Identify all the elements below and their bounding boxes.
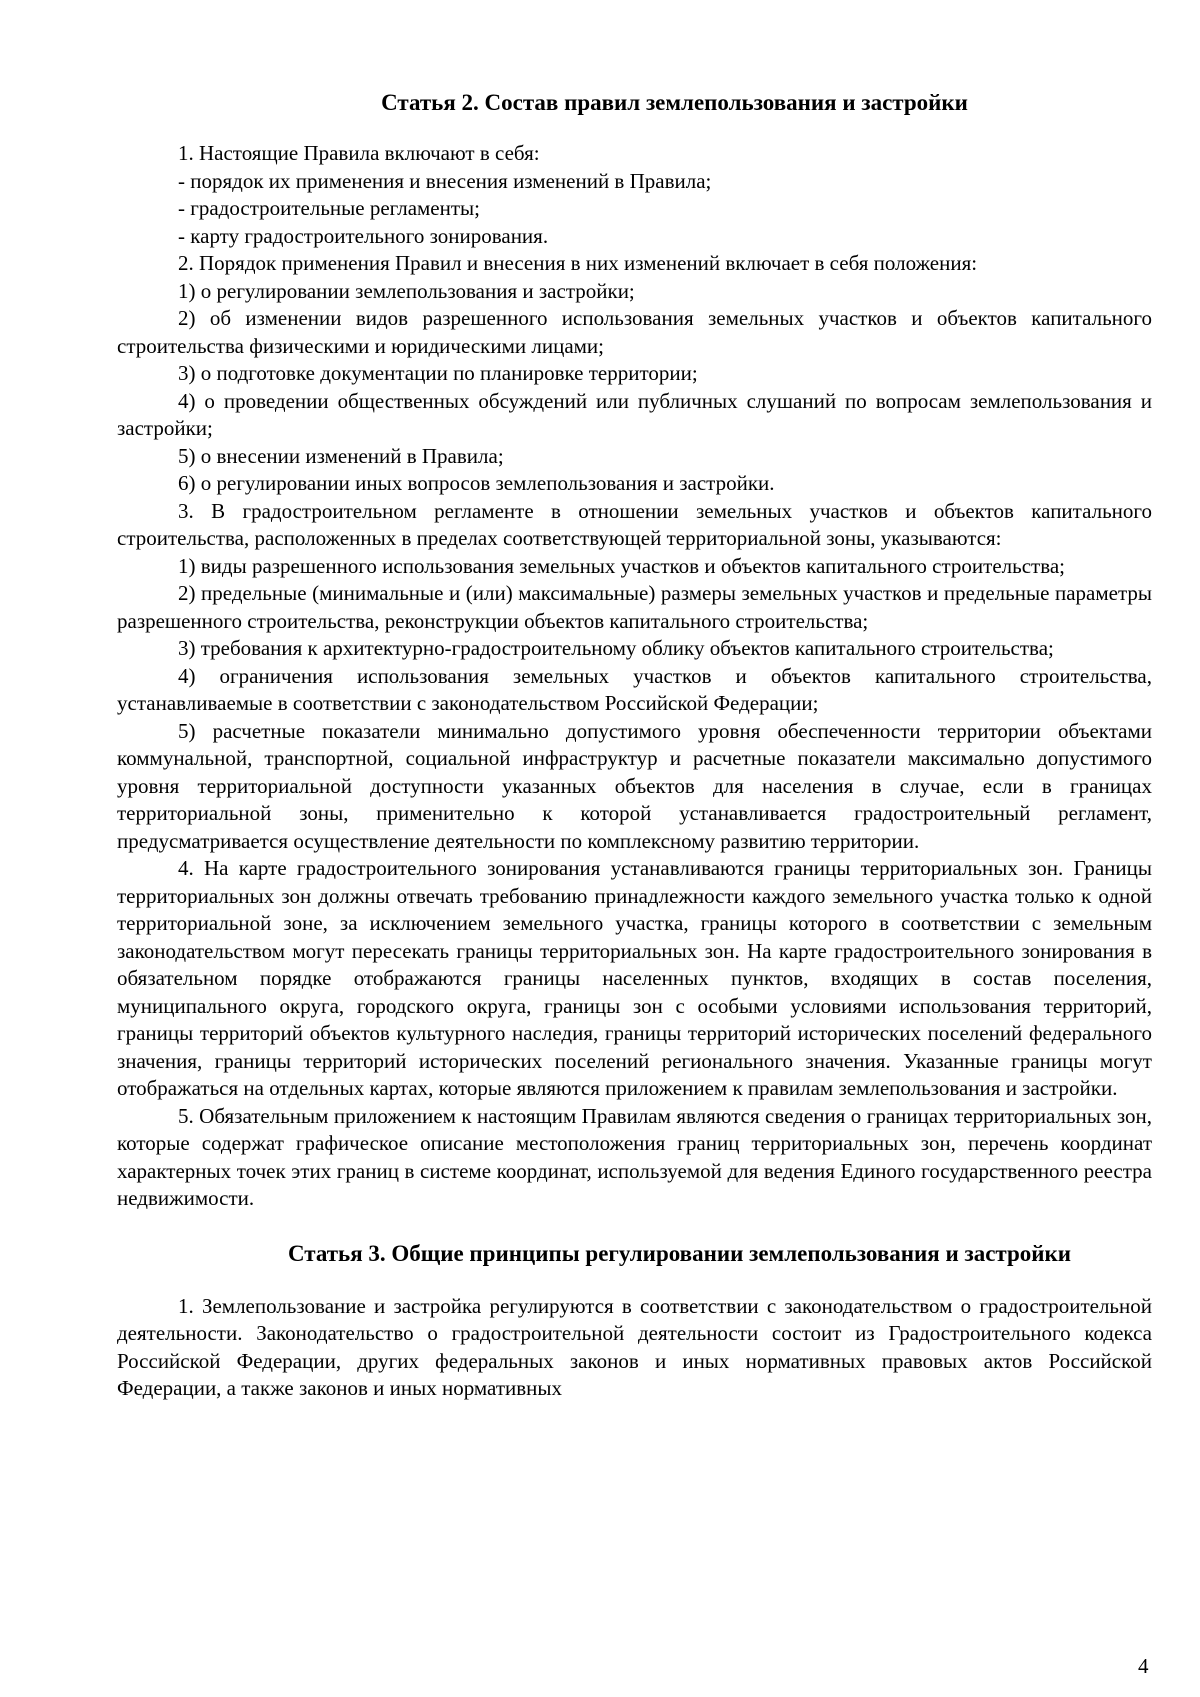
article-3-title: Статья 3. Общие принципы регулировании землепользования и застройки (287, 1240, 1072, 1266)
paragraph: 2) об изменении видов разрешенного использования земельных участков и объектов капитального строительства физическими и юридическими лицами; (117, 306, 1152, 358)
paragraph: 5) расчетные показатели минимально допустимого уровня обеспеченности территории объектами коммунальной, транспортной, социальной инфраструктур и расчетные показатели максимально допустимого уровня территориальной доступности указанных объектов для населения в случае, если в границах территориальной зоны, применительно к которой устанавливается градостроительный регламент, предусматривается осуществление деятельности по комплексному развитию территории. (117, 718, 1152, 853)
page-number: 4 (1138, 1654, 1149, 1678)
paragraph: 5. Обязательным приложением к настоящим Правилам являются сведения о границах территориальных зон, которые содержат графическое описание местоположения границ территориальных зон, перечень координат характерных точек этих границ в системе координат, используемой для ведения Единого государственного реестра недвижимости. (117, 1103, 1152, 1210)
paragraph: 1. Настоящие Правила включают в себя: (178, 141, 540, 165)
paragraph: 1) виды разрешенного использования земельных участков и объектов капитального строительства; (178, 553, 1065, 578)
paragraph: 4. На карте градостроительного зонирования устанавливаются границы территориальных зон. Границы территориальных зон должны отвечать требованию принадлежности каждого земельного участка только к одной территориальной зоне, за исключением земельного участка, границы которого в соответствии с земельным законодательством могут пересекать границы территориальных зон. На карте градостроительного зонирования в обязательном порядке отображаются границы населенных пунктов, входящих в состав поселения, муниципального округа, городского округа, границы зон с особыми условиями использования территорий, границы территорий объектов культурного наследия, границы территорий исторических поселений федерального значения, границы территорий исторических поселений регионального значения. Указанные границы могут отображаться на отдельных картах, которые являются приложением к правилам землепользования и застройки. (117, 856, 1152, 1100)
paragraph: 1. Землепользование и застройка регулируются в соответствии с законодательством о градостроительной деятельности. Законодательство о градостроительной деятельности состоит из Градостроительного кодекса Российской Федерации, других федеральных законов и иных нормативных правовых актов Российской Федерации, а также законов и иных нормативных (117, 1293, 1152, 1400)
document-body (117, 88, 1152, 1403)
paragraph: 3) требования к архитектурно-градостроительному облику объектов капитального строительства; (178, 636, 1054, 660)
paragraph: - порядок их применения и внесения изменений в Правила; (178, 168, 712, 193)
paragraph: - градостроительные регламенты; (178, 196, 480, 220)
paragraph: 2) предельные (минимальные и (или) максимальные) размеры земельных участков и предельные параметры разрешенного строительства, реконструкции объектов капитального строительства; (117, 581, 1152, 633)
paragraph: 4) ограничения использования земельных участков и объектов капитального строительства, устанавливаемые в соответствии с законодательством Российской Федерации; (117, 663, 1152, 715)
paragraph: 3. В градостроительном регламенте в отношении земельных участков и объектов капитального строительства, расположенных в пределах соответствующей территориальной зоны, указываются: (117, 498, 1152, 550)
paragraph: 1) о регулировании землепользования и застройки; (178, 278, 635, 303)
paragraph: - карту градостроительного зонирования. (178, 223, 549, 248)
article-3-body (117, 1293, 1152, 1403)
paragraph: 4) о проведении общественных обсуждений или публичных слушаний по вопросам землепользования и застройки; (117, 388, 1152, 440)
paragraph: 6) о регулировании иных вопросов землепользования и застройки. (178, 471, 775, 495)
paragraph: 2. Порядок применения Правил и внесения в них изменений включает в себя положения: (178, 251, 978, 275)
paragraph: 3) о подготовке документации по планировке территории; (178, 361, 698, 385)
paragraph: 5) о внесении изменений в Правила; (178, 443, 504, 468)
article-2-title: Статья 2. Состав правил землепользования и застройки (381, 90, 968, 115)
article-2-body (117, 140, 1152, 1213)
